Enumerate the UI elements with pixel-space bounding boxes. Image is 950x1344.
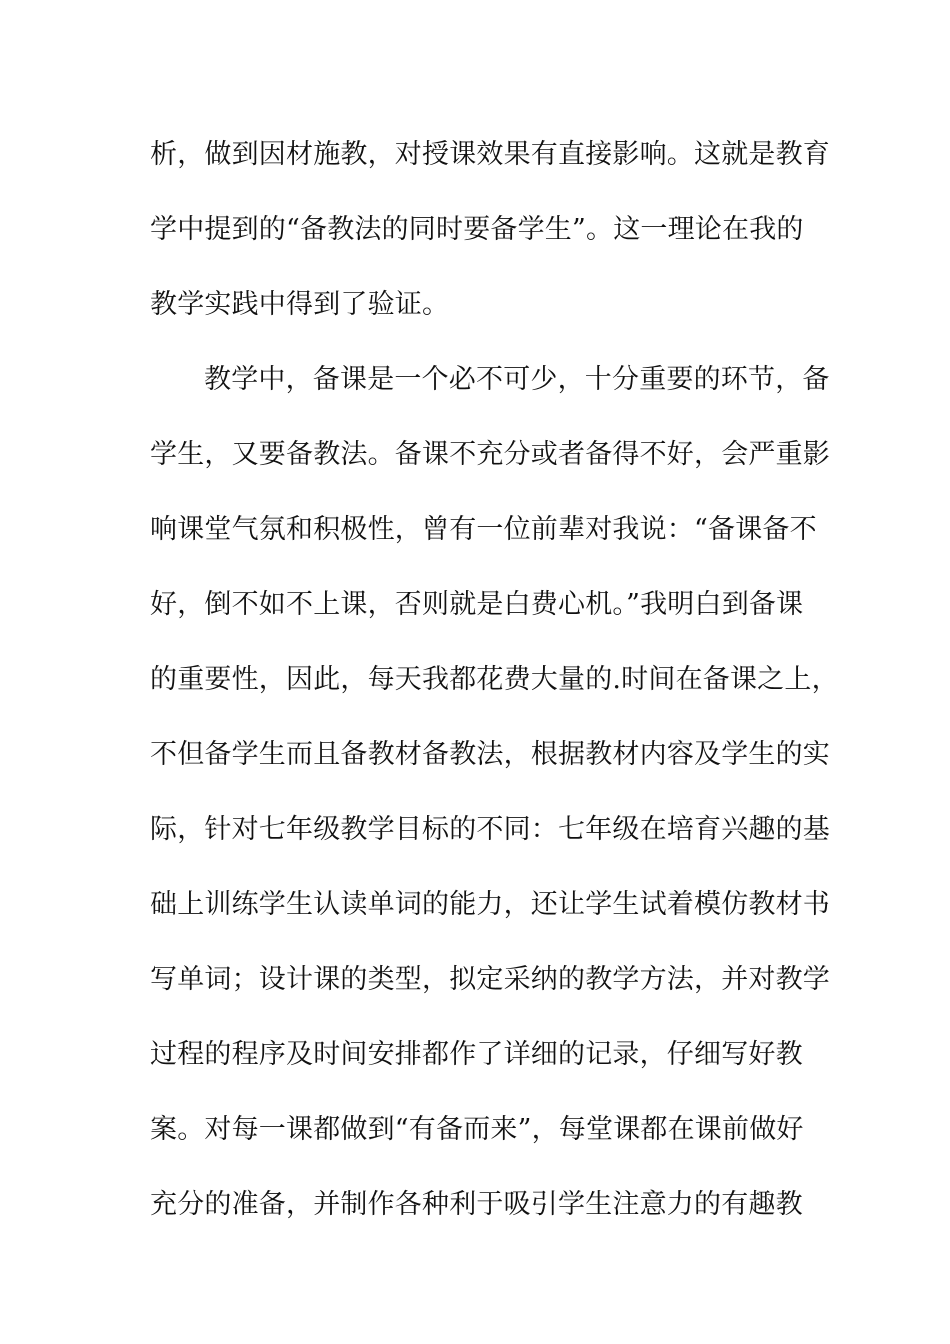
text-line: 充分的准备，并制作各种利于吸引学生注意力的有趣教 [150,1189,803,1220]
text-line: 好，倒不如不上课，否则就是白费心机。”我明白到备课 [150,589,804,620]
paragraph-first-line: 教学中，备课是一个必不可少，十分重要的环节，备 [204,364,830,395]
text-line: 际，针对七年级教学目标的不同：七年级在培育兴趣的基 [150,814,830,845]
text-line: 础上训练学生认读单词的能力，还让学生试着模仿教材书 [150,889,830,920]
text-line: 析，做到因材施教，对授课效果有直接影响。这就是教育 [150,139,830,170]
text-line: 案。对每一课都做到“有备而来”，每堂课都在课前做好 [150,1114,804,1145]
text-line: 过程的程序及时间安排都作了详细的记录，仔细写好教 [150,1039,803,1070]
text-line: 的重要性，因此，每天我都花费大量的.时间在备课之上， [150,664,839,695]
text-line: 教学实践中得到了验证。 [150,289,450,320]
text-line: 学中提到的“备教法的同时要备学生”。这一理论在我的 [150,214,804,245]
text-line: 响课堂气氛和积极性，曾有一位前辈对我说：“备课备不 [150,514,817,545]
text-line: 学生，又要备教法。备课不充分或者备得不好，会严重影 [150,439,830,470]
text-line: 不但备学生而且备教材备教法，根据教材内容及学生的实 [150,739,830,770]
text-line: 写单词；设计课的类型，拟定采纳的教学方法，并对教学 [150,964,830,995]
